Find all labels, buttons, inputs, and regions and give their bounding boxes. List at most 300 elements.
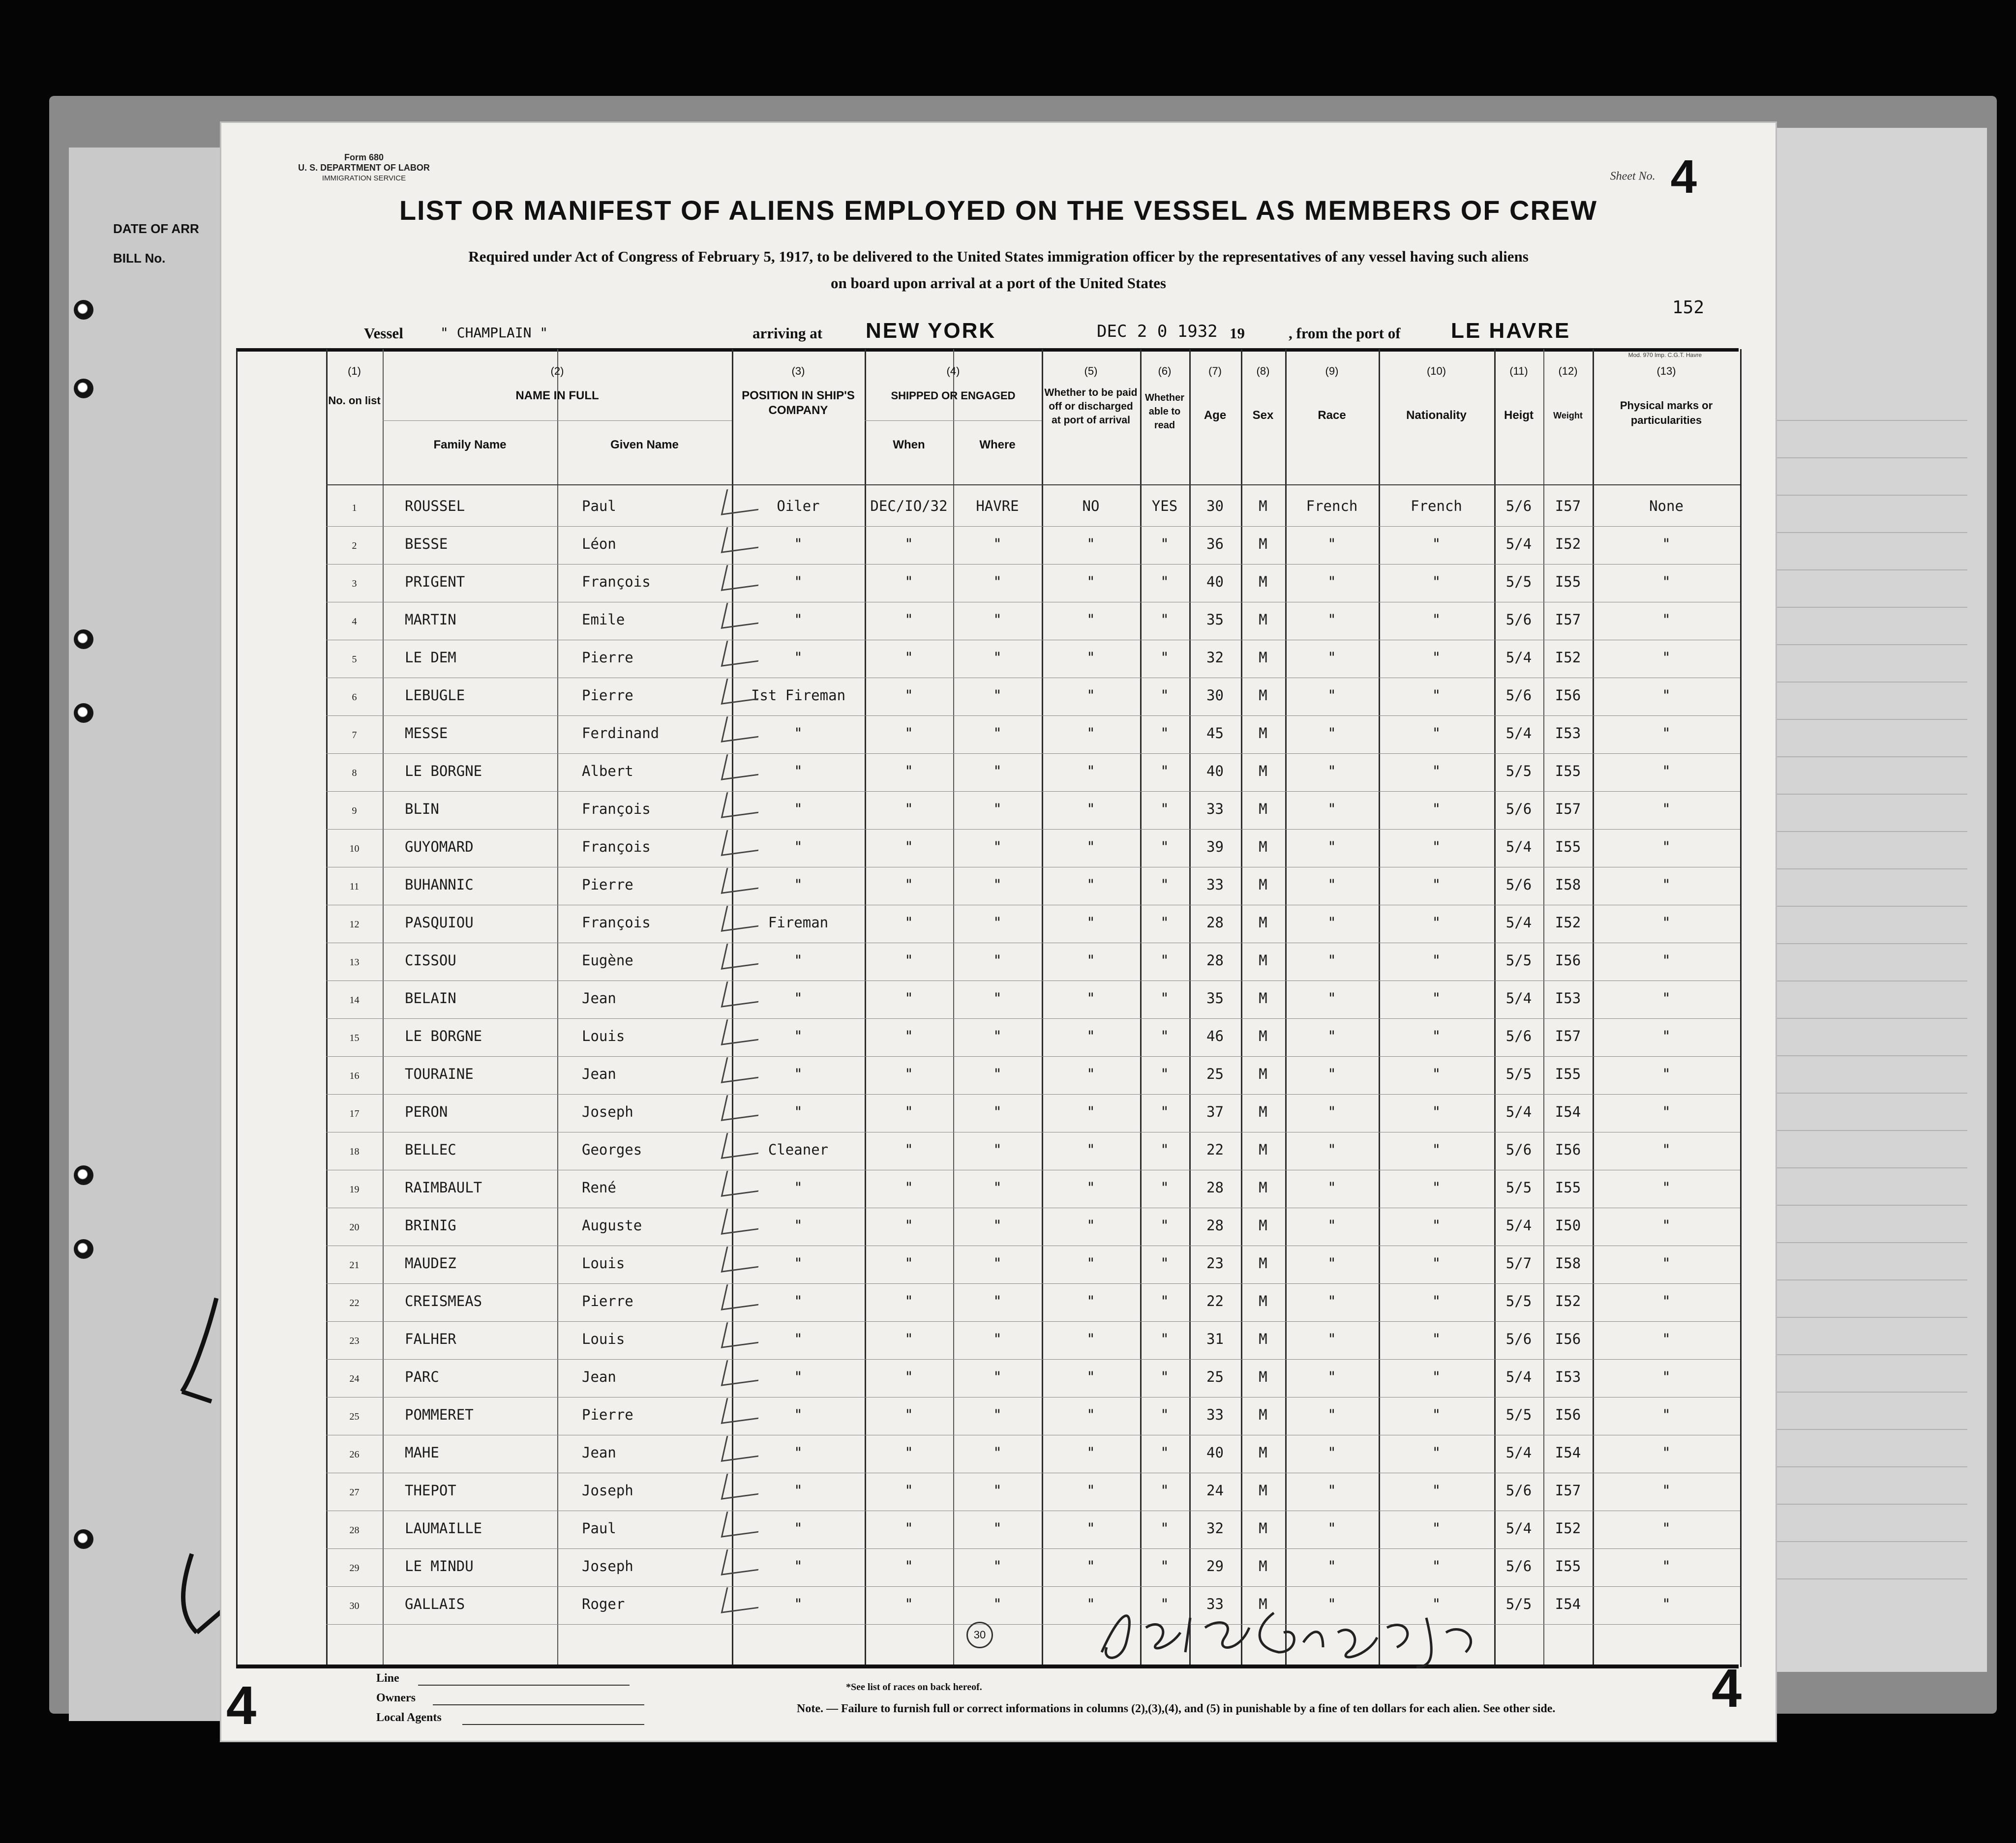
table-row	[238, 870, 1740, 908]
able-to-read-cell: "	[1160, 1558, 1169, 1575]
race-cell: "	[1327, 801, 1336, 817]
row-number-cell: 10	[349, 843, 360, 854]
family-name-cell: BUHANNIC	[405, 876, 474, 893]
height-cell: 5/6	[1505, 1331, 1532, 1347]
table-row	[238, 1476, 1740, 1514]
family-name-cell: GUYOMARD	[405, 838, 474, 855]
able-to-read-cell: "	[1160, 1520, 1169, 1537]
stamped-number: 152	[1672, 297, 1705, 318]
physical-marks-cell: "	[1662, 649, 1671, 666]
sex-cell: M	[1259, 611, 1267, 628]
row-number-cell: 15	[349, 1033, 360, 1043]
given-name-cell: Léon	[582, 535, 616, 552]
table-row	[238, 1400, 1740, 1438]
weight-cell: I56	[1555, 1141, 1581, 1158]
sex-cell: M	[1259, 1406, 1267, 1423]
sex-cell: M	[1259, 725, 1267, 742]
shipped-where-cell: "	[993, 1066, 1002, 1082]
sheet-number: 4	[1670, 150, 1697, 203]
race-cell: "	[1327, 838, 1336, 855]
able-to-read-cell: "	[1160, 763, 1169, 779]
table-row	[238, 681, 1740, 718]
shipped-where-cell: "	[993, 611, 1002, 628]
race-cell: "	[1327, 1028, 1336, 1044]
row-number-cell: 22	[349, 1298, 360, 1308]
age-cell: 28	[1206, 1179, 1224, 1196]
given-name-cell: Albert	[582, 763, 633, 779]
row-number-cell: 2	[352, 540, 357, 551]
physical-marks-cell: "	[1662, 1103, 1671, 1120]
table-row	[238, 1325, 1740, 1362]
manifest-footer	[226, 1658, 1742, 1736]
shipped-when-cell: "	[904, 535, 913, 552]
col-2-header: NAME IN FULL	[515, 389, 599, 402]
position-cell: "	[794, 1444, 803, 1461]
weight-cell: I52	[1555, 1520, 1581, 1537]
header-subrule	[865, 420, 1042, 421]
position-cell: "	[794, 1028, 803, 1044]
form-number: Form 680	[344, 152, 384, 162]
binder-hole-icon	[74, 1239, 93, 1259]
paid-off-cell: "	[1086, 1368, 1095, 1385]
shipped-when-cell: "	[904, 1179, 913, 1196]
age-cell: 23	[1206, 1255, 1224, 1272]
physical-marks-cell: "	[1662, 914, 1671, 931]
race-cell: "	[1327, 611, 1336, 628]
family-name-cell: MARTIN	[405, 611, 456, 628]
table-row	[238, 832, 1740, 870]
shipped-where-cell: "	[993, 914, 1002, 931]
physical-marks-cell: "	[1662, 1066, 1671, 1082]
weight-header: Weight	[1553, 411, 1583, 420]
family-name-header: Family Name	[433, 438, 507, 451]
sex-cell: M	[1259, 1179, 1267, 1196]
weight-cell: I57	[1555, 611, 1581, 628]
race-cell: "	[1327, 1406, 1336, 1423]
weight-cell: I57	[1555, 1482, 1581, 1499]
vessel-info-row	[364, 320, 1731, 349]
row-number-cell: 21	[349, 1260, 360, 1271]
weight-cell: I57	[1555, 801, 1581, 817]
position-cell: "	[794, 1217, 803, 1234]
col-4-header: SHIPPED OR ENGAGED	[891, 389, 1016, 402]
height-cell: 5/4	[1505, 1444, 1532, 1461]
row-number-cell: 20	[349, 1222, 360, 1233]
table-row	[238, 1363, 1740, 1400]
given-name-cell: François	[582, 573, 651, 590]
height-cell: 5/5	[1505, 1406, 1532, 1423]
row-number-cell: 5	[352, 654, 357, 665]
nationality-cell: "	[1432, 649, 1441, 666]
nationality-cell: "	[1432, 1103, 1441, 1120]
crew-table	[236, 349, 1742, 1667]
race-cell: "	[1327, 990, 1336, 1007]
owners-underline	[433, 1704, 644, 1705]
age-cell: 30	[1206, 498, 1224, 514]
given-name-cell: Louis	[582, 1331, 625, 1347]
sex-header: Sex	[1252, 409, 1274, 422]
table-row	[238, 1060, 1740, 1097]
underlying-page-lines	[1751, 384, 1967, 1613]
col-1-number: (1)	[348, 365, 361, 377]
able-to-read-cell: "	[1160, 649, 1169, 666]
height-cell: 5/5	[1505, 573, 1532, 590]
shipped-when-cell: "	[904, 1558, 913, 1575]
race-cell: "	[1327, 1293, 1336, 1309]
position-cell: "	[794, 1482, 803, 1499]
shipped-where-cell: HAVRE	[976, 498, 1019, 514]
nationality-header: Nationality	[1406, 409, 1467, 422]
shipped-when-cell: "	[904, 611, 913, 628]
height-cell: 5/4	[1505, 535, 1532, 552]
weight-cell: I57	[1555, 1028, 1581, 1044]
table-row	[238, 946, 1740, 983]
shipped-where-cell: "	[993, 1141, 1002, 1158]
local-agents-label: Local Agents	[376, 1711, 442, 1724]
vessel-name: " CHAMPLAIN "	[440, 325, 548, 341]
shipped-where-cell: "	[993, 1482, 1002, 1499]
physical-marks-cell: "	[1662, 1482, 1671, 1499]
row-rule	[326, 1018, 1740, 1019]
shipped-where-cell: "	[993, 1558, 1002, 1575]
age-cell: 40	[1206, 763, 1224, 779]
col-6-header: Whether able to read	[1145, 392, 1184, 431]
height-header: Heigt	[1504, 409, 1534, 422]
sex-cell: M	[1259, 687, 1267, 704]
family-name-cell: PASQUIOU	[405, 914, 474, 931]
physical-marks-cell: "	[1662, 876, 1671, 893]
given-name-cell: Joseph	[582, 1558, 633, 1575]
paid-off-cell: "	[1086, 1141, 1095, 1158]
paid-off-cell: "	[1086, 1596, 1095, 1612]
table-row	[238, 1590, 1740, 1627]
col-7-number: (7)	[1208, 365, 1222, 377]
paid-off-cell: "	[1086, 1482, 1095, 1499]
shipped-when-cell: "	[904, 1103, 913, 1120]
paid-off-cell: "	[1086, 1331, 1095, 1347]
shipped-where-cell: "	[993, 801, 1002, 817]
paid-off-cell: "	[1086, 801, 1095, 817]
race-cell: "	[1327, 1520, 1336, 1537]
paid-off-cell: "	[1086, 687, 1095, 704]
nationality-cell: "	[1432, 914, 1441, 931]
family-name-cell: LE MINDU	[405, 1558, 474, 1575]
position-cell: "	[794, 876, 803, 893]
nationality-cell: "	[1432, 1444, 1441, 1461]
row-number-cell: 8	[352, 768, 357, 778]
race-cell: "	[1327, 1482, 1336, 1499]
weight-cell: I54	[1555, 1596, 1581, 1612]
position-cell: "	[794, 1520, 803, 1537]
row-number-cell: 9	[352, 805, 357, 816]
shipped-when-cell: "	[904, 1331, 913, 1347]
table-row	[238, 757, 1740, 794]
shipped-where-cell: "	[993, 649, 1002, 666]
paid-off-cell: "	[1086, 1406, 1095, 1423]
col-3-header: POSITION IN SHIP'S COMPANY	[742, 389, 855, 417]
race-cell: "	[1327, 914, 1336, 931]
sex-cell: M	[1259, 876, 1267, 893]
able-to-read-cell: YES	[1151, 498, 1178, 514]
height-cell: 5/5	[1505, 1066, 1532, 1082]
family-name-cell: PARC	[405, 1368, 439, 1385]
paid-off-cell: "	[1086, 1217, 1095, 1234]
able-to-read-cell: "	[1160, 952, 1169, 969]
col-4-number: (4)	[946, 365, 960, 377]
nationality-cell: "	[1432, 1066, 1441, 1082]
able-to-read-cell: "	[1160, 725, 1169, 742]
age-cell: 39	[1206, 838, 1224, 855]
able-to-read-cell: "	[1160, 1331, 1169, 1347]
shipped-when-cell: "	[904, 838, 913, 855]
table-row	[238, 605, 1740, 643]
footer-sheet-mark-left: 4	[226, 1675, 257, 1736]
paid-off-cell: "	[1086, 952, 1095, 969]
family-name-cell: CISSOU	[405, 952, 456, 969]
table-row	[238, 567, 1740, 605]
given-name-cell: Jean	[582, 1444, 616, 1461]
row-rule	[326, 1359, 1740, 1360]
sheet-number-label: Sheet No.	[1610, 170, 1655, 183]
shipped-when-cell: "	[904, 649, 913, 666]
family-name-cell: LE DEM	[405, 649, 456, 666]
nationality-cell: "	[1432, 1482, 1441, 1499]
given-name-cell: François	[582, 801, 651, 817]
binder-hole-icon	[74, 1529, 93, 1549]
age-cell: 32	[1206, 649, 1224, 666]
col-1-header: No. on list	[328, 394, 381, 407]
shipped-where-cell: "	[993, 1331, 1002, 1347]
shipped-where-cell: "	[993, 876, 1002, 893]
row-number-cell: 28	[349, 1525, 360, 1536]
shipped-when-cell: "	[904, 1406, 913, 1423]
race-cell: "	[1327, 1368, 1336, 1385]
age-cell: 35	[1206, 611, 1224, 628]
physical-marks-cell: "	[1662, 1141, 1671, 1158]
position-cell: "	[794, 1179, 803, 1196]
position-cell: Ist Fireman	[751, 687, 846, 704]
table-row	[238, 1022, 1740, 1059]
paid-off-cell: "	[1086, 1293, 1095, 1309]
date-of-arrival-label: DATE OF ARR	[113, 221, 199, 236]
paid-off-cell: "	[1086, 838, 1095, 855]
age-cell: 40	[1206, 1444, 1224, 1461]
row-rule	[326, 1094, 1740, 1095]
family-name-cell: BLIN	[405, 801, 439, 817]
shipped-where-cell: "	[993, 952, 1002, 969]
shipped-when-cell: "	[904, 573, 913, 590]
shipped-when-cell: "	[904, 763, 913, 779]
height-cell: 5/5	[1505, 952, 1532, 969]
sex-cell: M	[1259, 1482, 1267, 1499]
shipped-when-cell: "	[904, 1217, 913, 1234]
row-number-cell: 25	[349, 1411, 360, 1422]
weight-cell: I55	[1555, 1558, 1581, 1575]
able-to-read-cell: "	[1160, 687, 1169, 704]
table-row	[238, 1135, 1740, 1173]
family-name-cell: MESSE	[405, 725, 448, 742]
given-name-cell: Roger	[582, 1596, 625, 1612]
height-cell: 5/4	[1505, 725, 1532, 742]
family-name-cell: BELLEC	[405, 1141, 456, 1158]
shipped-when-cell: "	[904, 1368, 913, 1385]
manifest-subtitle	[241, 243, 1756, 297]
row-number-cell: 3	[352, 578, 357, 589]
paid-off-cell: "	[1086, 1028, 1095, 1044]
row-number-cell: 16	[349, 1070, 360, 1081]
position-cell: "	[794, 952, 803, 969]
position-cell: Fireman	[768, 914, 829, 931]
owners-label: Owners	[376, 1692, 416, 1704]
given-name-cell: Pierre	[582, 649, 633, 666]
able-to-read-cell: "	[1160, 1028, 1169, 1044]
col-3-number: (3)	[791, 365, 805, 377]
height-cell: 5/4	[1505, 1520, 1532, 1537]
shipped-when-cell: "	[904, 1066, 913, 1082]
given-name-cell: Joseph	[582, 1482, 633, 1499]
table-row	[238, 1287, 1740, 1324]
subtitle-line-2: on board upon arrival at a port of the United States	[830, 274, 1166, 292]
age-cell: 22	[1206, 1293, 1224, 1309]
physical-marks-cell: "	[1662, 1028, 1671, 1044]
physical-marks-cell: "	[1662, 1293, 1671, 1309]
height-cell: 5/4	[1505, 990, 1532, 1007]
sex-cell: M	[1259, 1444, 1267, 1461]
sex-cell: M	[1259, 838, 1267, 855]
weight-cell: I54	[1555, 1103, 1581, 1120]
nationality-cell: "	[1432, 1520, 1441, 1537]
row-number-cell: 4	[352, 616, 357, 627]
when-header: When	[893, 438, 925, 451]
paid-off-cell: "	[1086, 725, 1095, 742]
physical-marks-cell: "	[1662, 687, 1671, 704]
position-cell: "	[794, 649, 803, 666]
given-name-cell: François	[582, 914, 651, 931]
row-number-cell: 1	[352, 503, 357, 513]
given-name-cell: Jean	[582, 990, 616, 1007]
height-cell: 5/5	[1505, 1596, 1532, 1612]
shipped-when-cell: "	[904, 1141, 913, 1158]
able-to-read-cell: "	[1160, 1444, 1169, 1461]
position-cell: "	[794, 1368, 803, 1385]
inspector-signature	[1092, 1598, 1495, 1672]
given-name-cell: Louis	[582, 1028, 625, 1044]
given-name-cell: René	[582, 1179, 616, 1196]
row-number-cell: 29	[349, 1563, 360, 1574]
family-name-cell: RAIMBAULT	[405, 1179, 482, 1196]
physical-marks-cell: "	[1662, 801, 1671, 817]
sex-cell: M	[1259, 1331, 1267, 1347]
height-cell: 5/6	[1505, 1558, 1532, 1575]
able-to-read-cell: "	[1160, 838, 1169, 855]
shipped-where-cell: "	[993, 1217, 1002, 1234]
position-cell: "	[794, 763, 803, 779]
able-to-read-cell: "	[1160, 611, 1169, 628]
given-name-cell: Georges	[582, 1141, 642, 1158]
weight-cell: I54	[1555, 1444, 1581, 1461]
given-name-cell: Ferdinand	[582, 725, 660, 742]
sex-cell: M	[1259, 573, 1267, 590]
weight-cell: I52	[1555, 649, 1581, 666]
given-name-header: Given Name	[610, 438, 679, 451]
binder-hole-icon	[74, 379, 93, 398]
shipped-where-cell: "	[993, 1103, 1002, 1120]
row-number-cell: 23	[349, 1336, 360, 1346]
row-number-cell: 6	[352, 692, 357, 703]
nationality-cell: "	[1432, 573, 1441, 590]
row-number-cell: 18	[349, 1146, 360, 1157]
shipped-when-cell: "	[904, 1255, 913, 1272]
able-to-read-cell: "	[1160, 990, 1169, 1007]
able-to-read-cell: "	[1160, 914, 1169, 931]
shipped-when-cell: "	[904, 1520, 913, 1537]
nationality-cell: "	[1432, 1028, 1441, 1044]
given-name-cell: Auguste	[582, 1217, 642, 1234]
sex-cell: M	[1259, 1558, 1267, 1575]
position-cell: "	[794, 725, 803, 742]
age-cell: 28	[1206, 952, 1224, 969]
vessel-label: Vessel	[364, 325, 403, 342]
family-name-cell: LEBUGLE	[405, 687, 465, 704]
shipped-where-cell: "	[993, 1255, 1002, 1272]
paid-off-cell: "	[1086, 1558, 1095, 1575]
able-to-read-cell: "	[1160, 535, 1169, 552]
col-13-number: (13)	[1656, 365, 1676, 377]
col-8-number: (8)	[1256, 365, 1270, 377]
nationality-cell: "	[1432, 1217, 1441, 1234]
row-rule	[326, 829, 1740, 830]
age-cell: 32	[1206, 1520, 1224, 1537]
paid-off-cell: "	[1086, 1520, 1095, 1537]
race-cell: "	[1327, 1444, 1336, 1461]
weight-cell: I52	[1555, 914, 1581, 931]
department-name: U. S. DEPARTMENT OF LABOR	[298, 163, 430, 173]
row-number-cell: 26	[349, 1449, 360, 1460]
height-cell: 5/6	[1505, 1482, 1532, 1499]
age-cell: 22	[1206, 1141, 1224, 1158]
height-cell: 5/5	[1505, 763, 1532, 779]
nationality-cell: "	[1432, 1406, 1441, 1423]
weight-cell: I50	[1555, 1217, 1581, 1234]
shipped-where-cell: "	[993, 763, 1002, 779]
race-cell: "	[1327, 1255, 1336, 1272]
position-cell: "	[794, 573, 803, 590]
sex-cell: M	[1259, 1217, 1267, 1234]
shipped-where-cell: "	[993, 1444, 1002, 1461]
sex-cell: M	[1259, 1520, 1267, 1537]
height-cell: 5/5	[1505, 1293, 1532, 1309]
race-cell: "	[1327, 535, 1336, 552]
nationality-cell: "	[1432, 952, 1441, 969]
table-row	[238, 1211, 1740, 1248]
position-cell: Oiler	[777, 498, 820, 514]
shipped-when-cell: "	[904, 1482, 913, 1499]
shipped-when-cell: "	[904, 876, 913, 893]
paid-off-cell: "	[1086, 914, 1095, 931]
family-name-cell: LAUMAILLE	[405, 1520, 482, 1537]
sex-cell: M	[1259, 952, 1267, 969]
physical-marks-cell: "	[1662, 1406, 1671, 1423]
age-cell: 31	[1206, 1331, 1224, 1347]
shipped-when-cell: "	[904, 1596, 913, 1612]
nationality-cell: "	[1432, 1331, 1441, 1347]
height-cell: 5/6	[1505, 498, 1532, 514]
col-11-number: (11)	[1509, 365, 1528, 377]
arriving-at-label: arriving at	[752, 325, 823, 342]
row-rule	[326, 1321, 1740, 1322]
binder-hole-icon	[74, 300, 93, 320]
nationality-cell: "	[1432, 1255, 1441, 1272]
